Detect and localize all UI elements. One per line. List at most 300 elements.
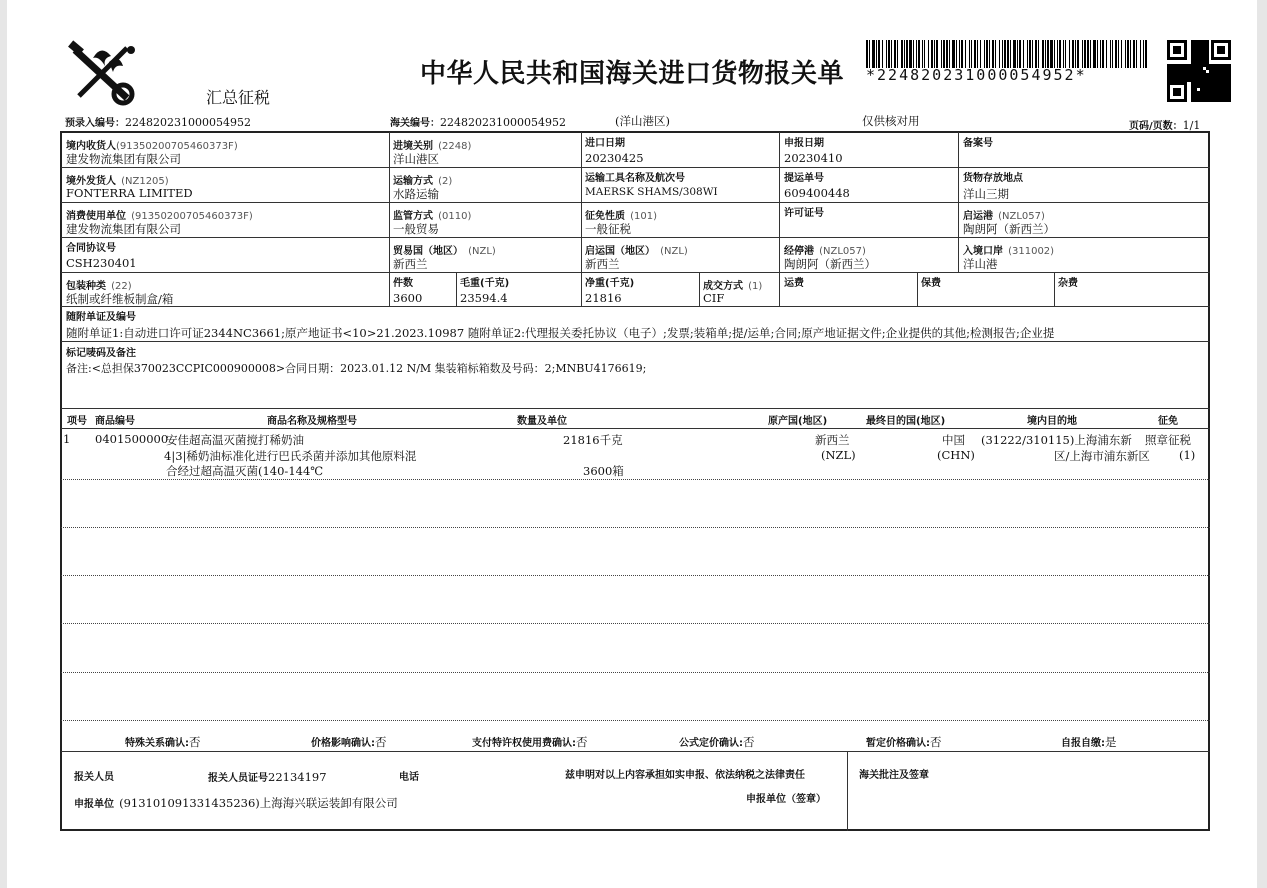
marks-value: 备注:<总担保370023CCPIC000900008>合同日期：2023.01.12 N/M 集装箱标箱数及号码：2;MNBU4176619; [66, 362, 647, 375]
deal-value: CIF [703, 291, 725, 305]
barcode-bar [1087, 40, 1089, 68]
import-date-value: 20230425 [585, 151, 644, 165]
barcode-bar [901, 40, 903, 68]
barcode-bar [934, 40, 935, 68]
qr-module [1206, 82, 1209, 85]
qr-module [1227, 70, 1230, 73]
qr-module [1197, 64, 1200, 67]
broker-cert-label: 报关人员证号 [208, 773, 268, 784]
qr-module [1218, 91, 1221, 94]
qr-module [1206, 88, 1209, 91]
dep-country-value: 新西兰 [585, 257, 620, 271]
col-quantity: 数量及单位 [517, 416, 567, 427]
item-origin: 新西兰 [815, 433, 850, 447]
qr-module [1188, 64, 1191, 67]
customs-declaration-form [7, 0, 1257, 888]
qr-module [1200, 52, 1203, 55]
barcode-bar [1002, 40, 1003, 68]
qr-module [1191, 67, 1194, 70]
qr-module [1224, 76, 1227, 79]
qr-module [1182, 70, 1185, 73]
qr-module [1230, 79, 1231, 82]
qr-module [1209, 94, 1212, 97]
page-value: 1/1 [1182, 119, 1201, 132]
barcode-bar [984, 40, 985, 68]
broker-cert-value: 22134197 [268, 770, 327, 784]
qr-module [1212, 91, 1215, 94]
barcode-text: *224820231000054952* [866, 66, 1087, 84]
qr-module [1227, 97, 1230, 100]
qr-module [1206, 61, 1209, 64]
barcode-bar [888, 40, 890, 68]
confirm-special-relation-value: 否 [189, 735, 201, 749]
qr-module [1170, 76, 1173, 79]
pre-entry-label: 预录入编号： [65, 118, 125, 129]
qr-module [1206, 55, 1209, 58]
barcode-bar [1145, 40, 1147, 68]
qr-module [1203, 40, 1206, 43]
qr-module [1221, 97, 1224, 100]
qr-module [1209, 91, 1212, 94]
qr-module [1227, 64, 1230, 67]
qr-module [1182, 76, 1185, 79]
qr-module [1167, 64, 1170, 67]
qr-module [1206, 43, 1209, 46]
stop-port-value: 陶朗阿（新西兰） [784, 257, 876, 271]
qr-module [1176, 64, 1179, 67]
qr-module [1230, 100, 1231, 102]
barcode-bar [1069, 40, 1070, 68]
item-qty-weight: 21816千克 [563, 433, 623, 447]
transport-value: 水路运输 [393, 187, 439, 201]
consignor-label: 境外发货人 [66, 176, 116, 187]
qr-module [1197, 52, 1200, 55]
qr-module [1227, 76, 1230, 79]
qr-module [1194, 52, 1197, 55]
barcode-bar [1130, 40, 1131, 68]
qr-module [1191, 52, 1194, 55]
item-spec-line2: 合经过超高温灭菌(140-144℃ [166, 464, 324, 478]
barcode-bar [1110, 40, 1111, 68]
qr-module [1224, 91, 1227, 94]
col-hs-code: 商品编号 [95, 416, 135, 427]
qr-module [1218, 97, 1221, 100]
qr-module [1218, 67, 1221, 70]
entry-customs-code: (2248) [438, 141, 472, 152]
qr-module [1203, 85, 1206, 88]
qr-module [1200, 46, 1203, 49]
qr-module [1221, 79, 1224, 82]
barcode-bar [1133, 40, 1135, 68]
barcode-bar [992, 40, 994, 68]
qr-module [1200, 49, 1203, 52]
barcode-bar [1093, 40, 1096, 68]
qr-module [1215, 85, 1218, 88]
import-date-label: 进口日期 [585, 138, 625, 149]
consignee-label: 境内收货人 [66, 141, 116, 152]
barcode-bar [928, 40, 929, 68]
qr-module [1197, 46, 1200, 49]
qr-module [1224, 70, 1227, 73]
qr-module [1227, 91, 1230, 94]
qr-finder-core [1173, 46, 1181, 54]
qr-finder-core [1217, 46, 1225, 54]
barcode-bar [876, 40, 877, 68]
qr-module [1185, 64, 1188, 67]
tax-mode-label: 汇总征税 [206, 88, 271, 107]
qr-module [1203, 97, 1206, 100]
deal-code: (1) [748, 281, 763, 292]
barcode-bar [1118, 40, 1119, 68]
qr-module [1212, 70, 1215, 73]
qr-module [1215, 82, 1218, 85]
item-domestic-dest-line2: 区/上海市浦东新区 [1054, 449, 1150, 463]
barcode-bar [1115, 40, 1117, 68]
qr-module [1194, 76, 1197, 79]
qr-finder-core [1173, 88, 1181, 96]
barcode-bar [866, 40, 868, 68]
qr-module [1191, 58, 1194, 61]
qr-module [1191, 91, 1194, 94]
barcode-bar [999, 40, 1000, 68]
barcode-bar [949, 40, 950, 68]
bl-label: 提运单号 [784, 173, 824, 184]
qr-module [1209, 79, 1212, 82]
vessel-value: MAERSK SHAMS/308WI [585, 186, 718, 198]
confirm-price-impact-label: 价格影响确认: [311, 738, 375, 749]
qr-module [1218, 100, 1221, 102]
misc-label: 杂费 [1058, 278, 1078, 289]
qr-module [1200, 100, 1203, 102]
col-origin: 原产国(地区) [768, 416, 828, 427]
insurance-label: 保费 [921, 278, 941, 289]
barcode-bar [1027, 40, 1028, 68]
barcode-bar [1019, 40, 1021, 68]
qr-module [1188, 73, 1191, 76]
qr-module [1209, 70, 1212, 73]
qr-module [1215, 88, 1218, 91]
qr-module [1209, 88, 1212, 91]
docs-value: 随附单证1:自动进口许可证2344NC3661;原产地证书<10>21.2023.10987 随附单证2:代理报关委托协议（电子）;发票;装箱单;提/运单;合同;原产地证据文件;企业提供的其他;检测报告;企业提 [66, 326, 1055, 340]
barcode-bar [924, 40, 925, 68]
item-dest-country: 中国 [942, 433, 965, 447]
qr-module [1227, 67, 1230, 70]
pack-label: 包装种类 [66, 281, 106, 292]
qr-module [1179, 79, 1182, 82]
qr-module [1203, 94, 1206, 97]
qr-module [1191, 40, 1194, 43]
barcode-bar [1084, 40, 1086, 68]
barcode-bar [1042, 40, 1044, 68]
qr-module [1215, 91, 1218, 94]
qr-module [1191, 70, 1194, 73]
confirm-royalty-label: 支付特许权使用费确认: [472, 738, 576, 749]
form-title: 中华人民共和国海关进口货物报关单 [420, 59, 845, 89]
barcode-bar [1010, 40, 1011, 68]
barcode-bar [971, 40, 972, 68]
qr-module [1227, 100, 1230, 102]
confirm-formula-price-label: 公式定价确认: [679, 738, 743, 749]
barcode-bar [869, 40, 870, 68]
qr-module [1200, 76, 1203, 79]
qr-module [1197, 73, 1200, 76]
qr-module [1224, 100, 1227, 102]
qr-module [1209, 85, 1212, 88]
qr-module [1191, 49, 1194, 52]
user-label: 消费使用单位 [66, 211, 126, 222]
pack-code: (22) [111, 281, 132, 292]
qr-module [1218, 73, 1221, 76]
consignor-code: (NZ1205) [121, 176, 169, 187]
qr-module [1224, 64, 1227, 67]
item-domestic-dest-line1: (31222/310115)上海浦东新 [981, 433, 1132, 447]
qr-module [1173, 67, 1176, 70]
barcode-bar [961, 40, 963, 68]
qr-module [1197, 40, 1200, 43]
barcode-bar [1063, 40, 1064, 68]
col-levy: 征免 [1158, 416, 1178, 427]
qr-module [1194, 82, 1197, 85]
col-dest-country: 最终目的国(地区) [866, 416, 946, 427]
pack-value: 纸制或纤维板制盒/箱 [66, 292, 174, 306]
qr-module [1206, 100, 1209, 102]
barcode-bar [1017, 40, 1018, 68]
seal-label: 申报单位（签章） [746, 794, 826, 805]
qr-module [1206, 91, 1209, 94]
qr-module [1203, 88, 1206, 91]
transport-label: 运输方式 [393, 176, 433, 187]
qr-module [1218, 94, 1221, 97]
item-name: 安佳超高温灭菌搅打稀奶油 [166, 433, 304, 447]
confirm-provisional-price-value: 否 [930, 735, 942, 749]
qr-module [1224, 94, 1227, 97]
qr-module [1182, 79, 1185, 82]
declaration-statement: 兹申明对以上内容承担如实申报、依法纳税之法律责任 [565, 770, 805, 781]
qr-module [1209, 82, 1212, 85]
confirm-formula-price-value: 否 [743, 735, 755, 749]
barcode-bar [1121, 40, 1122, 68]
qr-module [1173, 76, 1176, 79]
qr-module [1227, 85, 1230, 88]
qr-module [1206, 46, 1209, 49]
qr-module [1212, 64, 1215, 67]
dep-port-code: (NZL057) [998, 211, 1045, 222]
qr-module [1194, 43, 1197, 46]
qr-module [1218, 82, 1221, 85]
qr-module [1200, 55, 1203, 58]
stop-port-code: (NZL057) [819, 246, 866, 257]
dep-country-code: (NZL) [660, 246, 688, 257]
freight-label: 运费 [784, 278, 804, 289]
qr-module [1194, 100, 1197, 102]
qr-module [1179, 70, 1182, 73]
qr-module [1185, 73, 1188, 76]
barcode-bar [1004, 40, 1006, 68]
user-value: 建发物流集团有限公司 [66, 222, 181, 236]
item-spec-line1: 4|3|稀奶油标准化进行巴氏杀菌并添加其他原料混 [164, 449, 417, 463]
qr-module [1203, 61, 1206, 64]
qr-module [1197, 79, 1200, 82]
qr-module [1203, 100, 1206, 102]
barcode-bar [1090, 40, 1091, 68]
declarant-label: 申报单位 [74, 799, 114, 810]
exemption-code: (101) [630, 211, 657, 222]
vessel-label: 运输工具名称及航次号 [585, 173, 685, 184]
qr-module [1227, 73, 1230, 76]
user-code: (91350200705460373F) [131, 211, 253, 222]
qr-module [1224, 88, 1227, 91]
item-origin-code: (NZL) [821, 448, 856, 462]
qr-module [1194, 88, 1197, 91]
trade-country-code: (NZL) [468, 246, 496, 257]
qr-module [1203, 91, 1206, 94]
barcode-bar [1047, 40, 1049, 68]
entry-port-label: 入境口岸 [963, 246, 1003, 257]
barcode-bar [1013, 40, 1016, 68]
barcode-bar [1140, 40, 1141, 68]
deal-label: 成交方式 [703, 281, 743, 292]
qr-module [1200, 79, 1203, 82]
barcode-bar [969, 40, 970, 68]
qr-module [1221, 85, 1224, 88]
qr-code [1167, 40, 1231, 102]
pieces-label: 件数 [393, 278, 413, 289]
item-qty-boxes: 3600箱 [583, 464, 624, 478]
qr-module [1227, 94, 1230, 97]
qr-module [1185, 79, 1188, 82]
qr-module [1230, 76, 1231, 79]
item-levy-code: (1) [1179, 448, 1196, 462]
barcode-bar [989, 40, 990, 68]
qr-module [1191, 73, 1194, 76]
declarant-value: (913101091331435236)上海海兴联运装卸有限公司 [119, 796, 398, 810]
trade-country-label: 贸易国（地区） [393, 246, 463, 257]
qr-module [1212, 85, 1215, 88]
qr-module [1179, 73, 1182, 76]
qr-module [1212, 82, 1215, 85]
qr-module [1212, 76, 1215, 79]
qr-module [1170, 79, 1173, 82]
qr-module [1227, 88, 1230, 91]
qr-module [1206, 52, 1209, 55]
qr-module [1224, 67, 1227, 70]
qr-module [1200, 70, 1203, 73]
qr-module [1191, 43, 1194, 46]
barcode-bar [941, 40, 942, 68]
customs-number: 224820231000054952 [440, 116, 566, 129]
qr-module [1230, 94, 1231, 97]
qr-module [1203, 64, 1206, 67]
qr-module [1218, 79, 1221, 82]
barcode-bar [952, 40, 955, 68]
qr-module [1197, 43, 1200, 46]
barcode-bar [974, 40, 976, 68]
qr-module [1230, 67, 1231, 70]
qr-module [1206, 76, 1209, 79]
qr-module [1197, 82, 1200, 85]
qr-module [1194, 79, 1197, 82]
barcode-bar [1065, 40, 1066, 68]
contract-value: CSH230401 [66, 256, 137, 270]
qr-module [1215, 76, 1218, 79]
qr-module [1194, 73, 1197, 76]
storage-value: 洋山三期 [963, 187, 1009, 201]
exemption-value: 一般征税 [585, 222, 631, 236]
qr-module [1203, 79, 1206, 82]
barcode-bar [1072, 40, 1074, 68]
qr-module [1227, 82, 1230, 85]
qr-module [1200, 91, 1203, 94]
qr-module [1194, 94, 1197, 97]
gross-label: 毛重(千克) [460, 278, 510, 289]
qr-module [1197, 94, 1200, 97]
pieces-value: 3600 [393, 291, 423, 305]
qr-module [1203, 52, 1206, 55]
barcode-bar [1029, 40, 1031, 68]
qr-module [1221, 100, 1224, 102]
qr-module [1200, 40, 1203, 43]
barcode-bar [936, 40, 938, 68]
qr-module [1221, 70, 1224, 73]
barcode-bar [1057, 40, 1058, 68]
barcode-bar [980, 40, 981, 68]
declare-date-value: 20230410 [784, 151, 843, 165]
consignee-code: (91350200705460373F) [116, 141, 238, 152]
qr-module [1206, 79, 1209, 82]
qr-module [1167, 67, 1170, 70]
qr-module [1203, 49, 1206, 52]
qr-module [1200, 97, 1203, 100]
qr-module [1191, 94, 1194, 97]
barcode-bar [904, 40, 905, 68]
qr-module [1176, 76, 1179, 79]
storage-label: 货物存放地点 [963, 173, 1023, 184]
record-no-label: 备案号 [963, 138, 993, 149]
qr-module [1188, 76, 1191, 79]
qr-module [1167, 73, 1170, 76]
qr-module [1176, 70, 1179, 73]
trade-country-value: 新西兰 [393, 257, 428, 271]
consignor-value: FONTERRA LIMITED [66, 186, 193, 200]
entry-port-value: 洋山港 [963, 257, 998, 271]
qr-module [1224, 82, 1227, 85]
barcode-bar [894, 40, 896, 68]
qr-module [1212, 67, 1215, 70]
qr-module [1203, 46, 1206, 49]
qr-module [1191, 64, 1194, 67]
qr-module [1173, 70, 1176, 73]
qr-module [1221, 76, 1224, 79]
barcode-bar [1100, 40, 1101, 68]
qr-module [1185, 76, 1188, 79]
barcode-bar [965, 40, 966, 68]
qr-module [1197, 85, 1200, 88]
qr-module [1203, 76, 1206, 79]
qr-module [1173, 64, 1176, 67]
qr-module [1209, 97, 1212, 100]
qr-module [1215, 67, 1218, 70]
customs-no-label: 海关编号： [390, 118, 440, 129]
barcode-bar [1007, 40, 1009, 68]
qr-module [1185, 67, 1188, 70]
qr-module [1176, 73, 1179, 76]
qr-module [1212, 94, 1215, 97]
dep-country-label: 启运国（地区） [585, 246, 655, 257]
confirm-royalty-value: 否 [576, 735, 588, 749]
qr-module [1224, 97, 1227, 100]
qr-module [1218, 88, 1221, 91]
barcode-bar [922, 40, 923, 68]
